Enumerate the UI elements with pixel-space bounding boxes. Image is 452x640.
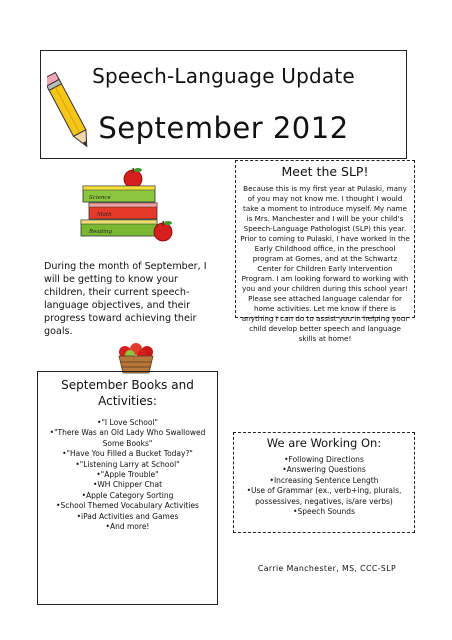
working-on-list	[238, 455, 410, 517]
books-activities-title: September Books and Activities:	[61, 378, 194, 408]
newsletter-title: Speech-Language Update	[92, 64, 355, 88]
books-activities-box	[37, 371, 218, 605]
books-stack-image	[77, 166, 177, 246]
working-on-box	[233, 432, 415, 533]
meet-the-slp-body: Because this is my first year at Pulaski, many of you may not know me. I thought I would take a moment to introduce myself. My name is Mrs. Manchester and I will be your child's Speech-Language Pathologist (SLP) this year. Prior to coming to Pulaski, I have worked in the Early Childhood office, in the preschool program at Gomes, and at the Schwartz Center for Children Early Intervention Program. I am looking forward to working with you and your children during this school year! Please see attached language calendar for home activities. Let me know if there is anything I can do to assist you in helping your child develop better speech and language skills at home!	[240, 184, 410, 343]
list-item: •Increasing Sentence Length	[269, 475, 379, 485]
book-label-reading: Reading	[89, 229, 113, 235]
apple-basket-icon	[115, 341, 157, 375]
list-item: •"Have You Filled a Bucket Today?"	[62, 449, 193, 459]
top-apple-icon	[124, 168, 142, 188]
intro-paragraph: During the month of September, I will be getting to know your children, their current speech-language objectives, and their progress toward achieving their goals.	[44, 261, 207, 337]
list-item: •"I Love School"	[97, 418, 158, 427]
list-item: •WH Chipper Chat	[92, 480, 163, 490]
list-item: •And more!	[105, 522, 150, 532]
working-on-title: We are Working On:	[266, 436, 382, 450]
list-item: •Use of Grammar (ex., verb+ing, plurals, possessives, negatives, is/are verbs)	[246, 486, 402, 506]
list-item: •Speech Sounds	[293, 507, 355, 517]
list-item: •Apple Category Sorting	[81, 490, 174, 500]
books-activities-list	[42, 418, 213, 532]
signature: Carrie Manchester, MS, CCC-SLP	[257, 564, 397, 573]
list-item: •"Listening Larry at School"	[75, 459, 180, 469]
title-box	[40, 50, 407, 159]
list-item: •School Themed Vocabulary Activities	[56, 501, 199, 511]
list-item: •"Apple Trouble"	[96, 470, 159, 480]
list-item: •"There Was an Old Lady Who Swallowed Some Books"	[49, 428, 206, 448]
list-item: •Following Directions	[284, 455, 364, 464]
newsletter-date: September 2012	[98, 111, 349, 145]
list-item: •Answering Questions	[282, 465, 366, 475]
book-label-math: Math	[97, 212, 112, 218]
book-label-science: Science	[89, 195, 111, 201]
meet-the-slp-title: Meet the SLP!	[281, 164, 369, 179]
list-item: •iPad Activities and Games	[76, 511, 179, 521]
meet-the-slp-box	[235, 160, 415, 343]
